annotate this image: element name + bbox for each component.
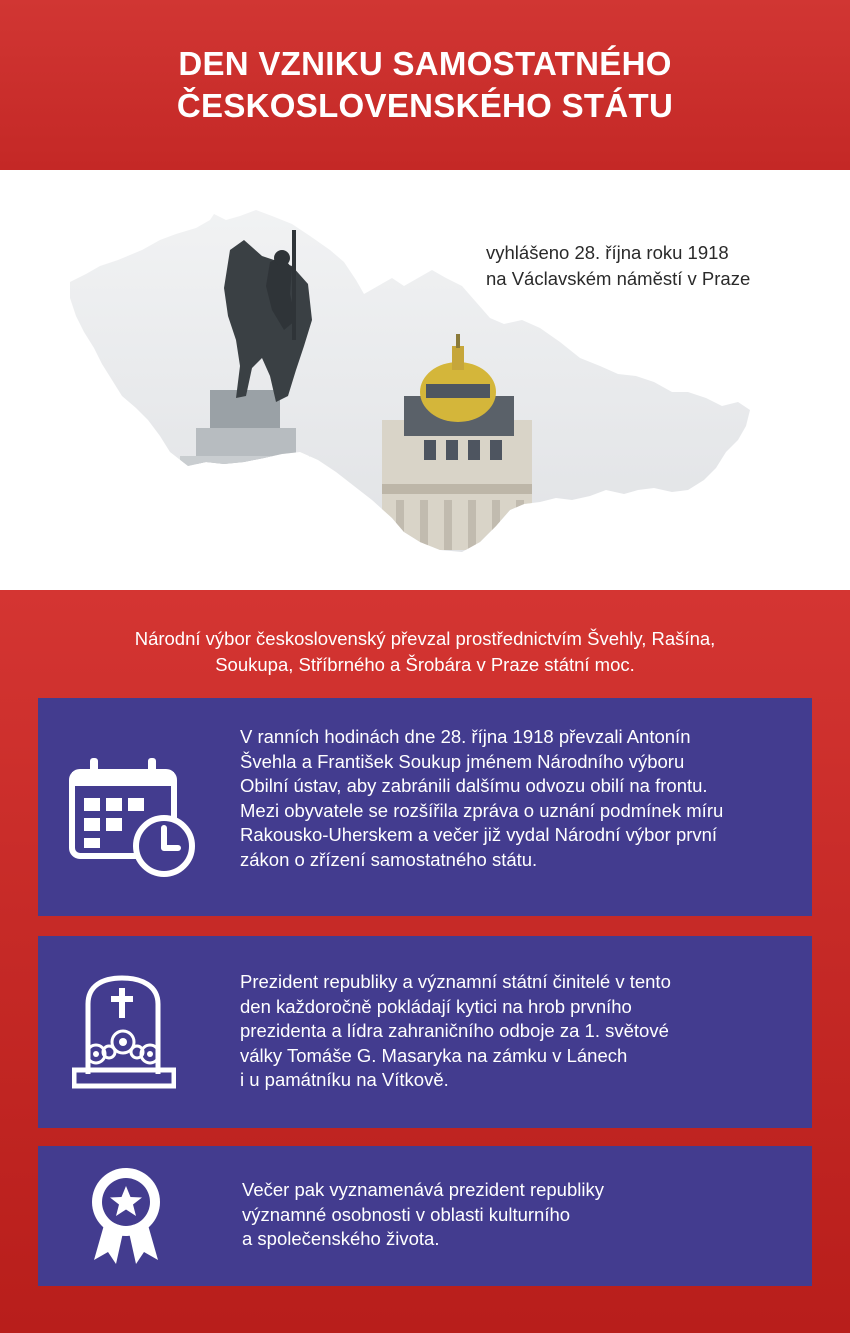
info-card-calendar: [38, 698, 812, 916]
card-text-medal: Večer pak vyznamenává prezident republiky významné osobnosti v oblasti kulturního a společenského života.: [242, 1179, 604, 1249]
card-text-grave: Prezident republiky a významní státní činitelé v tento den každoročně pokládají kytici na hrob prvního prezidenta a lídra zahraničního odboje za 1. světové války Tomáše G. Masaryka na zámku v Lánech i u památníku na Vítkově.: [240, 971, 671, 1090]
intro-paragraph: [40, 626, 810, 678]
medal-star-icon: [90, 1166, 162, 1266]
page-title-line1: DEN VZNIKU SAMOSTATNÉHO: [178, 45, 672, 82]
content-section: [0, 590, 850, 1333]
page-title: [177, 43, 673, 127]
info-card-medal: [38, 1146, 812, 1286]
header-banner: [0, 0, 850, 170]
czechoslovakia-map-illustration: [0, 170, 850, 590]
grave-flowers-icon: [72, 974, 176, 1094]
intro-line1: Národní výbor československý převzal prostřednictvím Švehly, Rašína,: [134, 628, 716, 649]
intro-line2: Soukupa, Stříbrného a Šrobára v Praze státní moc.: [215, 654, 635, 675]
hero-section: [0, 170, 850, 590]
info-card-grave: [38, 936, 812, 1128]
proclamation-line1: vyhlášeno 28. října roku 1918: [486, 242, 729, 263]
proclamation-line2: na Václavském náměstí v Praze: [486, 268, 751, 289]
card-text-calendar: V ranních hodinách dne 28. října 1918 převzali Antonín Švehla a František Soukup jménem Národního výboru Obilní ústav, aby zabránili dalšímu odvozu obilí na frontu. Mezi obyvatele se rozšířila zpráva o uznání podmínek míru Rakousko-Uherskem a večer již vydal Národní výbor první zákon o zřízení samostatného státu.: [240, 726, 724, 870]
page-title-line2: ČESKOSLOVENSKÉHO STÁTU: [176, 87, 674, 124]
calendar-clock-icon: [68, 752, 198, 882]
proclamation-note: [486, 240, 816, 292]
